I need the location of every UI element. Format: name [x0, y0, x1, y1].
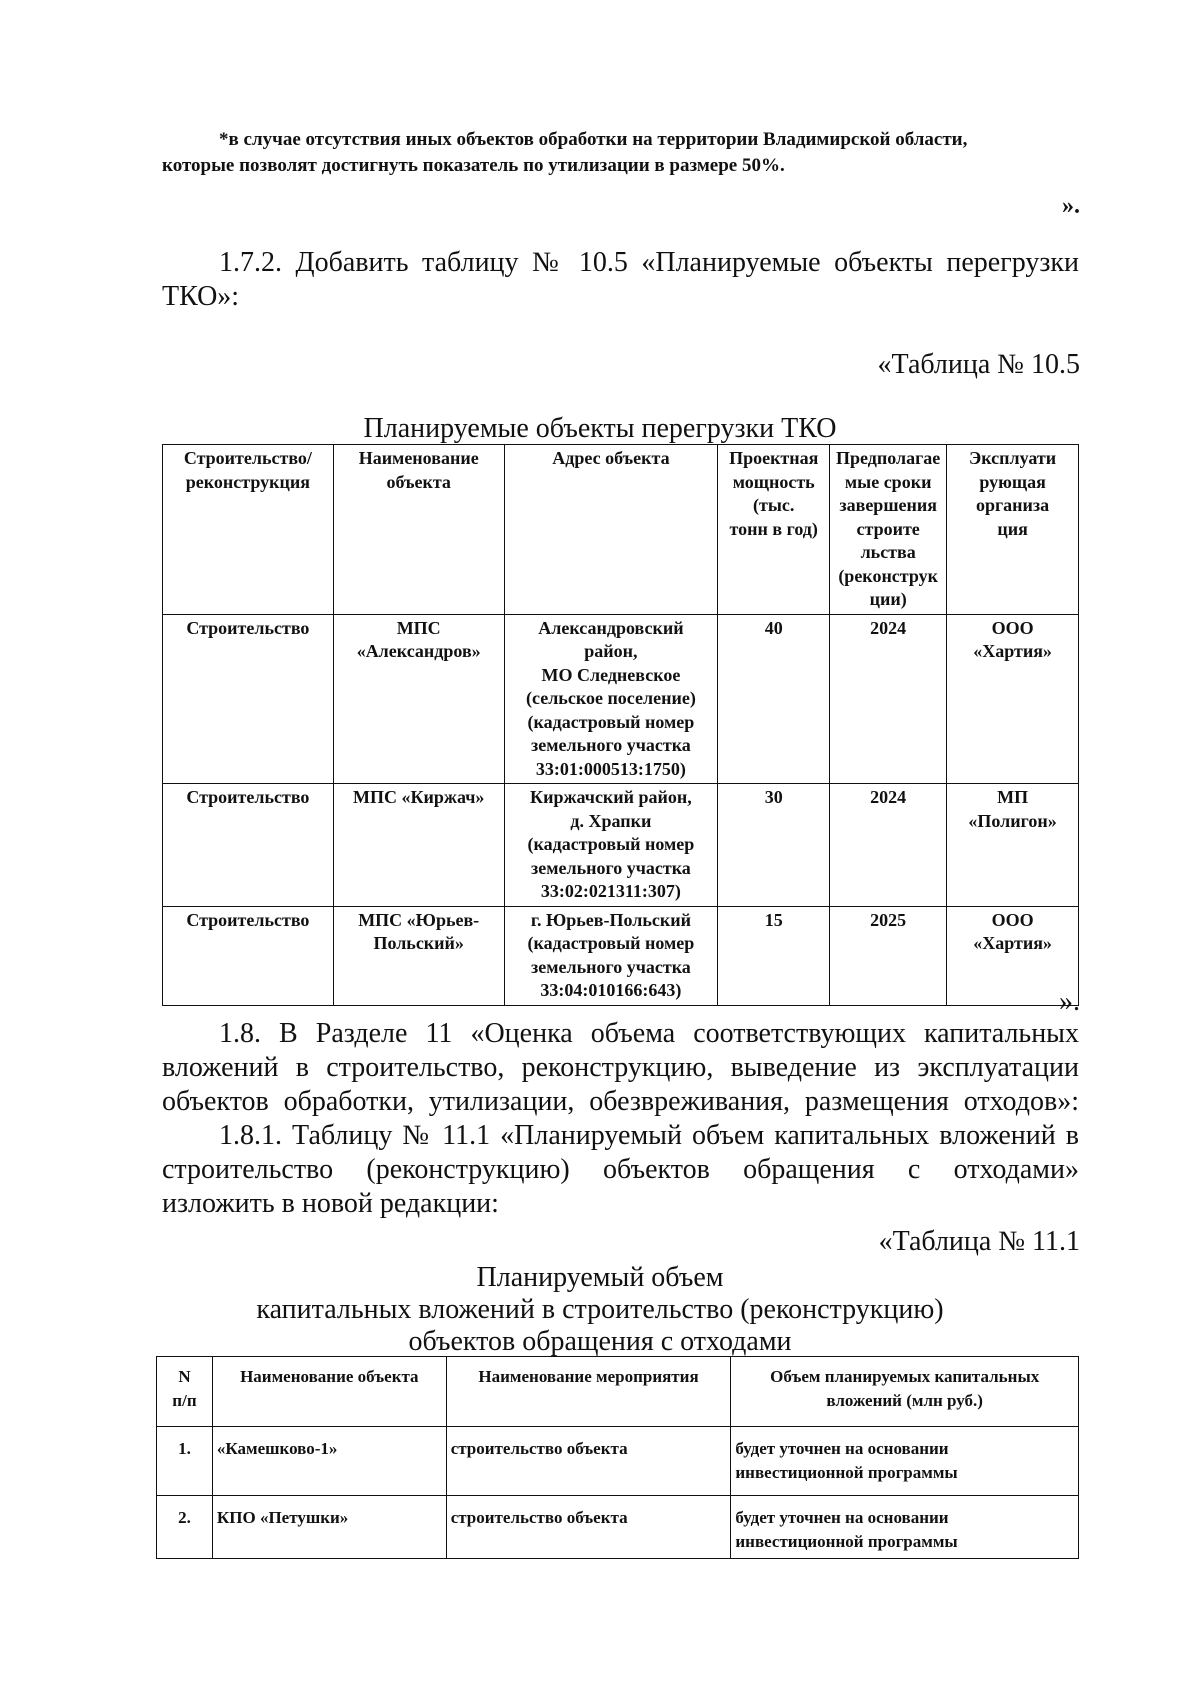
cell-activity: строительство объекта — [446, 1496, 731, 1559]
header-operator: Эксплуати рующая организа ция — [947, 445, 1079, 615]
cell-address: Александровский район, МО Следневское (сельское поселение) (кадастровый номер земельного участка 33:01:000513:1750) — [504, 614, 718, 784]
cell-investment: будет уточнен на основании инвестиционной программы — [731, 1496, 1079, 1559]
cell-object-name: МПС «Юрьев- Польский» — [333, 906, 504, 1005]
cell-number: 1. — [157, 1427, 213, 1496]
cell-operator: МП «Полигон» — [947, 784, 1079, 907]
item-1-8-1-line-1: 1.8.1. Таблицу № 11.1 «Планируемый объем капитальных вложений в — [219, 1120, 1079, 1151]
header-capacity: Проектная мощность (тыс. тонн в год) — [718, 445, 830, 615]
item-1-8-line-1: 1.8. В Разделе 11 «Оценка объема соответствующих капитальных — [219, 1018, 1079, 1049]
cell-number: 2. — [157, 1496, 213, 1559]
footnote-line-2: которые позволят достигнуть показатель по утилизации в размере 50%. — [162, 155, 785, 176]
table-11-1-caption-line-3: объектов обращения с отходами — [408, 1326, 792, 1357]
table-header-row — [157, 1357, 1079, 1427]
header-address: Адрес объекта — [504, 445, 718, 615]
table-10-5-close: ». — [1059, 986, 1080, 1017]
cell-object-name: МПС «Александров» — [333, 614, 504, 784]
table-row — [163, 614, 1079, 784]
item-1-7-2-line-1: 1.7.2. Добавить таблицу № 10.5 «Планируемые объекты перегрузки — [219, 247, 1079, 278]
header-completion: Предполагае мые сроки завершения строите льства (реконструк ции) — [830, 445, 947, 615]
footnote-line-1: *в случае отсутствия иных объектов обработки на территории Владимирской области, — [219, 129, 968, 150]
cell-capacity: 40 — [718, 614, 830, 784]
cell-object-name: «Камешково-1» — [212, 1427, 446, 1496]
item-1-8-line-2: вложений в строительство, реконструкцию, выведение из эксплуатации — [162, 1052, 1079, 1083]
cell-address: г. Юрьев-Польский (кадастровый номер земельного участка 33:04:010166:643) — [504, 906, 718, 1005]
header-investment: Объем планируемых капитальных вложений (млн руб.) — [731, 1357, 1079, 1427]
header-construction: Строительство/ реконструкция — [163, 445, 334, 615]
header-activity: Наименование мероприятия — [446, 1357, 731, 1427]
cell-capacity: 30 — [718, 784, 830, 907]
cell-investment: будет уточнен на основании инвестиционной программы — [731, 1427, 1079, 1496]
table-row — [163, 784, 1079, 907]
cell-capacity: 15 — [718, 906, 830, 1005]
item-1-8-1-line-3: изложить в новой редакции: — [162, 1188, 499, 1219]
table-row — [163, 906, 1079, 1005]
table-11-1-caption-line-1: Планируемый объем — [476, 1262, 724, 1293]
cell-operator: ООО «Хартия» — [947, 614, 1079, 784]
header-number: N п/п — [157, 1357, 213, 1427]
header-object-name: Наименование объекта — [212, 1357, 446, 1427]
cell-construction: Строительство — [163, 784, 334, 907]
closing-quote: ». — [1062, 193, 1080, 219]
table-10-5-label: «Таблица № 10.5 — [877, 349, 1080, 380]
table-header-row — [163, 445, 1079, 615]
table-11-1-label: «Таблица № 11.1 — [878, 1226, 1080, 1257]
item-1-8-line-3: объектов обработки, утилизации, обезвреживания, размещения отходов»: — [162, 1086, 1079, 1117]
item-1-7-2-line-2: ТКО»: — [162, 281, 240, 312]
cell-object-name: МПС «Киржач» — [333, 784, 504, 907]
cell-object-name: КПО «Петушки» — [212, 1496, 446, 1559]
cell-completion: 2024 — [830, 784, 947, 907]
table-10-5 — [162, 444, 1079, 1006]
cell-construction: Строительство — [163, 614, 334, 784]
cell-operator: ООО «Хартия» — [947, 906, 1079, 1005]
item-1-8-1-line-2: строительство (реконструкцию) объектов обращения с отходами» — [162, 1154, 1079, 1185]
cell-address: Киржачский район, д. Храпки (кадастровый номер земельного участка 33:02:021311:307) — [504, 784, 718, 907]
table-10-5-caption: Планируемые объекты перегрузки ТКО — [363, 413, 837, 444]
cell-completion: 2024 — [830, 614, 947, 784]
header-object-name: Наименование объекта — [333, 445, 504, 615]
cell-activity: строительство объекта — [446, 1427, 731, 1496]
table-row — [157, 1427, 1079, 1496]
table-11-1-caption-line-2: капитальных вложений в строительство (реконструкцию) — [256, 1294, 944, 1325]
cell-completion: 2025 — [830, 906, 947, 1005]
cell-construction: Строительство — [163, 906, 334, 1005]
table-row — [157, 1496, 1079, 1559]
table-11-1 — [156, 1356, 1079, 1559]
